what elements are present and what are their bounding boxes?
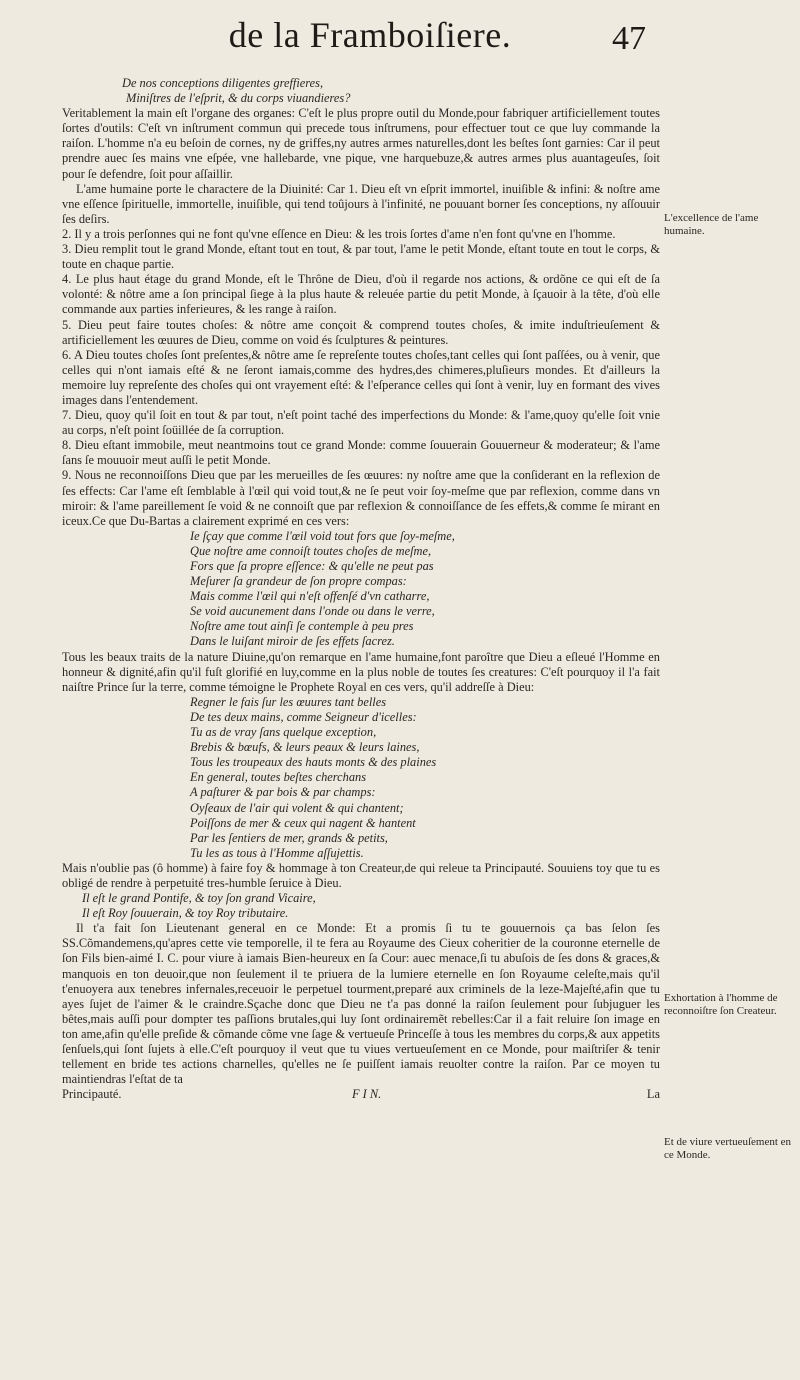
- paragraph-soul: L'ame humaine porte le charactere de la Diuinité: Car 1. Dieu eſt vn eſprit immortel, inuiſible & infini: & noſtre ame vne eſſence ſpirituelle, immortelle, inuiſible, qui tend toûjours à l'infinité, ne pouuant borner ſes conceptions, ny aſſouuir ſes deſirs.: [62, 181, 660, 226]
- verse-psalm: [62, 695, 660, 861]
- verse-line: A paſturer & par bois & par champs:: [190, 785, 376, 800]
- numbered-item: 3. Dieu remplit tout le grand Monde, eſtant tout en tout, & par tout, l'ame le petit Monde, eſtant toute en tout le corps, & toute en chaque partie.: [62, 242, 660, 272]
- page-number: 47: [612, 20, 646, 57]
- paragraph-hand: Veritablement la main eſt l'organe des organes: C'eſt le plus propre outil du Monde,pour fabriquer artificiellement toutes ſortes d'outils: C'eſt vn inſtrument commun qui precede tous inſtrumens, pour effectuer tout ce que luy commande la raiſon. L'homme n'a eu beſoin de cornes, ny de griffes,ny autres armes naturelles,dont les beſtes ſont garnies: Car il peut prendre auec ſes mains vne eſpée, vne hallebarde, vne pique, vne harquebuze,& autres armes plus auantageuſes, ſoit pour ſe defendre, ſoit pour aſſaillir.: [62, 106, 660, 181]
- margin-note-vivre: Et de viure vertueuſement en ce Monde.: [664, 1136, 792, 1161]
- numbered-item: 7. Dieu, quoy qu'il ſoit en tout & par tout, n'eſt point taché des imperfections du Monde: & l'ame,quoy qu'elle ſoit vnie au corps, n'eſt point ſoüillée de ſa corruption.: [62, 408, 660, 438]
- closing-word: Principauté.: [62, 1087, 122, 1102]
- verse-line: De tes deux mains, comme Seigneur d'icelles:: [190, 709, 417, 724]
- numbered-item: 9. Nous ne reconnoiſſons Dieu que par les merueilles de ſes œuures: ny noſtre ame que la conſiderant en la reflexion de ſes effects: Car l'ame eſt ſemblable à l'œil qui void tout,& ne ſe peut voir ſoy-meſme que par reflexion, comme dans vn miroir: & l'ame pareillement ſe void & ne connoiſt que par reflexion & connoiſſance de ſes effets,& comme ſe mirant en iceux.Ce que Du-Bartas a clairement exprimé en ces vers:: [62, 468, 660, 528]
- verse-du-bartas: [62, 529, 660, 650]
- main-text: [62, 76, 660, 1102]
- verse-line: Que noſtre ame connoiſt toutes choſes de meſme,: [190, 543, 432, 558]
- verse-pontife: [62, 891, 660, 921]
- verse-line: Oyſeaux de l'air qui volent & qui chantent;: [190, 800, 404, 815]
- catchword: La: [646, 1087, 660, 1102]
- paragraph-dignity: Tous les beaux traits de la nature Diuine,qu'on remarque en l'ame humaine,font paroître que Dieu a eſleué l'Homme en honneur & dignité,afin qu'il fuſt glorifié en luy,comme en la plus noble de toutes ſes creatures: C'eſt pourquoy il l'a fait naiſtre Prince ſur la terre, comme témoigne le Prophete Royal en ces vers, qu'il addreſſe à Dieu:: [62, 649, 660, 694]
- paragraph-homage: Mais n'oublie pas (ô homme) à faire foy & hommage à ton Createur,de qui releue ta Principauté. Souuiens toy que tu es obligé de rendre à perpetuité tres-humble ſeruice à Dieu.: [62, 860, 660, 890]
- numbered-item: 2. Il y a trois perſonnes qui ne font qu'vne eſſence en Dieu: & les trois ſortes d'ame n'en font qu'vne en l'homme.: [62, 226, 616, 241]
- verse-line: Noſtre ame tout ainſi ſe contemple à peu pres: [190, 619, 414, 634]
- verse-line: En general, toutes beſtes cherchans: [190, 770, 367, 785]
- verse-line: Regner le fais ſur les œuures tant belles: [190, 694, 387, 709]
- verse-line: Tous les troupeaux des hauts monts & des plaines: [190, 755, 437, 770]
- finis-mark: F I N.: [352, 1087, 382, 1102]
- verse-line: Dans le luiſant miroir de ſes effets ſacrez.: [190, 634, 395, 649]
- verse-line: Il eſt Roy ſouuerain, & toy Roy tributaire.: [82, 906, 289, 921]
- verse-line: Brebis & bœufs, & leurs peaux & leurs laines,: [190, 740, 420, 755]
- closing-line: [62, 1087, 660, 1102]
- numbered-item: 5. Dieu peut faire toutes choſes: & nôtre ame conçoit & comprend toutes choſes, & imite induſtrieuſement & artificiellement les œuures de Dieu, comme on void és ſculptures & peintures.: [62, 317, 660, 347]
- paragraph-lieutenant: Il t'a fait ſon Lieutenant general en ce Monde: Et a promis ſi tu te gouuernois ça bas ſelon ſes SS.Cõmandemens,qu'apres cette vie temporelle, il te fera au Royaume des Cieux coheritier de la couronne eternelle de ſon Fils bien-aimé I. C. pour viure à iamais Bien-heureux en ſa Cour: auec menace,ſi tu abuſois de ſes dons & graces,& manquois en ton deuoir,que non ſeulement il te priuera de la lumiere eternelle en ſon Royaume celeſte,mais qu'il t'enuoyera aux tenebres infernales,receuoir le perpetuel tourment,preparé aux criminels de la leze-Majeſté,afin que tu ayes ſujet de l'aimer & le craindre.Sçache donc que Dieu ne t'a pas donné la raiſon ſeulement pour ſubjuguer les bêtes,mais auſſi pour dompter tes paſſions brutales,qui luy ſont ordinairemẽt rebelles:Car il a fait reluire ſon image en ton ame,afin qu'elle preſide & cõmande cõme vne ſage & vertueuſe Princeſſe à tous les membres du corps,& aux appetits ſenſuels,qui ſont ſujets à elle.C'eſt pourquoy il veut que tu viues vertueuſement en ce Monde, pour maiſtriſer & tenir tellement en bride tes actions charnelles, qu'elles ne ſe puiſſent iamais reuolter contre la raiſon. Par ce moyen tu maintiendras l'eſtat de ta: [62, 921, 660, 1087]
- numbered-item: 8. Dieu eſtant immobile, meut neantmoins tout ce grand Monde: comme ſouuerain Gouuerneur & moderateur; & l'ame ſans ſe mouuoir meut auſſi le petit Monde.: [62, 438, 660, 468]
- heading-line-1: De nos conceptions diligentes greffieres,: [122, 76, 324, 90]
- margin-note-exhortation: Exhortation à l'homme de reconnoiſtre ſon Createur.: [664, 992, 778, 1017]
- heading-line-2: Miniſtres de l'eſprit, & du corps viuandieres?: [126, 91, 351, 106]
- verse-line: Mais comme l'œil qui n'eſt offenſé d'vn catharre,: [190, 589, 430, 604]
- verse-line: Se void aucunement dans l'onde ou dans le verre,: [190, 604, 435, 619]
- verse-line: Tu as de vray ſans quelque exception,: [190, 725, 377, 740]
- numbered-item: 6. A Dieu toutes choſes ſont preſentes,& nôtre ame ſe repreſente toutes choſes,tant celles qui ſont paſſées, ou à venir, que celles qui n'ont iamais eſté & ne ſeront iamais,comme des hydres,des chimeres,pluſieurs mondes. Et d'ailleurs la memoire luy repreſente des choſes qui ont vrayement eſté: & l'eſperance celles qui ſont à venir, luy en formant des vives images dans l'entendement.: [62, 347, 660, 407]
- margin-note-excellence: L'excellence de l'ame humaine.: [664, 212, 759, 237]
- verse-line: Tu les as tous à l'Homme aſſujettis.: [190, 845, 364, 860]
- verse-line: Meſurer ſa grandeur de ſon propre compas:: [190, 574, 407, 589]
- page-header: [60, 10, 660, 72]
- verse-line: Fors que ſa propre eſſence: & qu'elle ne peut pas: [190, 559, 434, 573]
- verse-line: Ie ſçay que comme l'œil void tout fors que ſoy-meſme,: [190, 528, 455, 543]
- verse-line: Poiſſons de mer & ceux qui nagent & hantent: [190, 815, 416, 830]
- numbered-item: 4. Le plus haut étage du grand Monde, eſt le Thrône de Dieu, d'où il regarde nos actions, & ordõne ce qui eſt de ſa volonté: & nôtre ame a ſon principal ſiege à la plus haute & releuée partie du petit Monde, à ſçauoir à la tête, d'où elle commande aux parties inferieures, & les range à raiſon.: [62, 272, 660, 317]
- verse-line: Il eſt le grand Pontife, & toy ſon grand Vicaire,: [82, 891, 316, 906]
- verse-line: Par les ſentiers de mer, grands & petits,: [190, 830, 388, 845]
- running-title: de la Framboiſiere.: [228, 15, 512, 55]
